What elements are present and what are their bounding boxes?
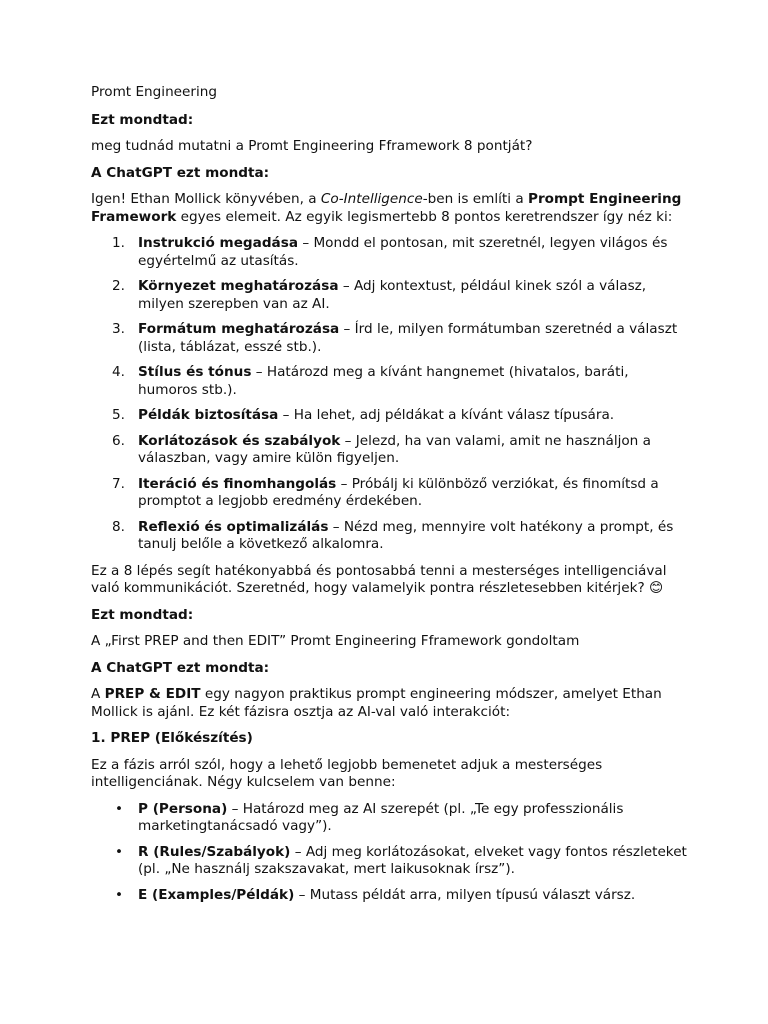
step-description: – Próbálj ki különböző verziókat, és finomítsd a promptot a legjobb eredmény érdekében. (138, 475, 659, 509)
framework-name: Prompt Engineering Framework (91, 191, 682, 225)
framework-steps-list (91, 235, 691, 554)
step-description: – Ha lehet, adj példákat a kívánt válasz típusára. (278, 407, 615, 423)
step-title: Iteráció és finomhangolás (138, 475, 337, 492)
user-label: Ezt mondtad: (91, 606, 194, 623)
list-item (91, 407, 691, 425)
element-title: P (Persona) (138, 800, 228, 817)
document-body (91, 84, 691, 913)
assistant-closing: Ez a 8 lépés segít hatékonyabbá és pontosabbá tenni a mesterséges intelligenciával való kommunikációt. Szeretnéd, hogy valamelyik pontra részletesebben kitérjek? 😊 (91, 562, 667, 596)
step-description: – Adj kontextust, például kinek szól a válasz, milyen szerepben van az AI. (138, 278, 647, 312)
bullet-icon: • (115, 800, 124, 817)
step-title: Környezet meghatározása (138, 278, 339, 294)
list-item (91, 321, 691, 356)
section-intro: Ez a fázis arról szól, hogy a lehető legjobb bemenetet adjuk a mesterséges intelligenciának. Négy kulcselem van benne: (91, 756, 603, 790)
bullet-icon: • (115, 843, 124, 860)
list-item (91, 801, 691, 836)
book-title: Co-Intelligence (320, 191, 423, 207)
step-title: Formátum meghatározása (138, 321, 340, 337)
list-item (91, 844, 691, 879)
list-item (91, 476, 691, 511)
assistant-intro: A PREP & EDIT egy nagyon praktikus prompt engineering módszer, amelyet Ethan Mollick is ajánl. Ez két fázisra osztja az AI-val való interakciót: (91, 686, 662, 720)
step-description: – Írd le, milyen formátumban szeretnéd a választ (lista, táblázat, esszé stb.). (138, 321, 678, 355)
step-title: Instrukció megadása (138, 235, 298, 251)
list-number: 1. (112, 235, 125, 251)
list-number: 2. (112, 278, 125, 294)
step-description: – Mondd el pontosan, mit szeretnél, legyen világos és egyértelmű az utasítás. (138, 235, 668, 269)
assistant-label: A ChatGPT ezt mondta: (91, 164, 270, 181)
step-title: Stílus és tónus (138, 364, 252, 380)
list-item (91, 433, 691, 468)
step-description: – Határozd meg a kívánt hangnemet (hivatalos, baráti, humoros stb.). (138, 364, 629, 398)
user-message: A „First PREP and then EDIT” Promt Engineering Fframework gondoltam (91, 633, 580, 649)
step-description: – Jelezd, ha van valami, amit ne használjon a válaszban, vagy amire külön figyeljen. (138, 432, 651, 466)
document-title: Promt Engineering (91, 84, 218, 100)
list-number: 7. (112, 475, 125, 492)
list-number: 6. (112, 432, 125, 449)
assistant-intro: Igen! Ethan Mollick könyvében, a Co-Intelligence-ben is említi a Prompt Engineering Framework egyes elemeit. Az egyik legismertebb 8 pontos keretrendszer így néz ki: (91, 191, 682, 225)
method-name: PREP & EDIT (104, 686, 201, 702)
list-number: 5. (112, 407, 125, 423)
list-item (91, 364, 691, 399)
element-title: R (Rules/Szabályok) (138, 843, 291, 860)
list-number: 3. (112, 321, 125, 337)
bullet-icon: • (115, 886, 124, 903)
element-description: – Mutass példát arra, milyen típusú választ vársz. (294, 886, 636, 903)
section-heading: 1. PREP (Előkészítés) (91, 730, 253, 746)
list-item (91, 887, 691, 905)
user-label: Ezt mondtad: (91, 111, 194, 128)
list-number: 4. (112, 364, 125, 380)
step-title: Reflexió és optimalizálás (138, 518, 329, 535)
list-item (91, 519, 691, 554)
element-description: – Adj meg korlátozásokat, elveket vagy fontos részleteket (pl. „Ne használj szakszavakat, mert laikusoknak írsz”). (138, 843, 687, 877)
step-title: Példák biztosítása (138, 407, 279, 423)
element-title: E (Examples/Példák) (138, 886, 295, 903)
step-title: Korlátozások és szabályok (138, 432, 341, 449)
list-item (91, 235, 691, 270)
prep-elements-list (91, 801, 691, 905)
list-number: 8. (112, 518, 125, 535)
user-message: meg tudnád mutatni a Promt Engineering Fframework 8 pontját? (91, 138, 533, 154)
list-item (91, 278, 691, 313)
step-description: – Nézd meg, mennyire volt hatékony a prompt, és tanulj belőle a következő alkalomra. (138, 518, 674, 552)
assistant-label: A ChatGPT ezt mondta: (91, 659, 270, 676)
element-description: – Határozd meg az AI szerepét (pl. „Te egy professzionális marketingtanácsadó vagy”). (138, 800, 624, 834)
